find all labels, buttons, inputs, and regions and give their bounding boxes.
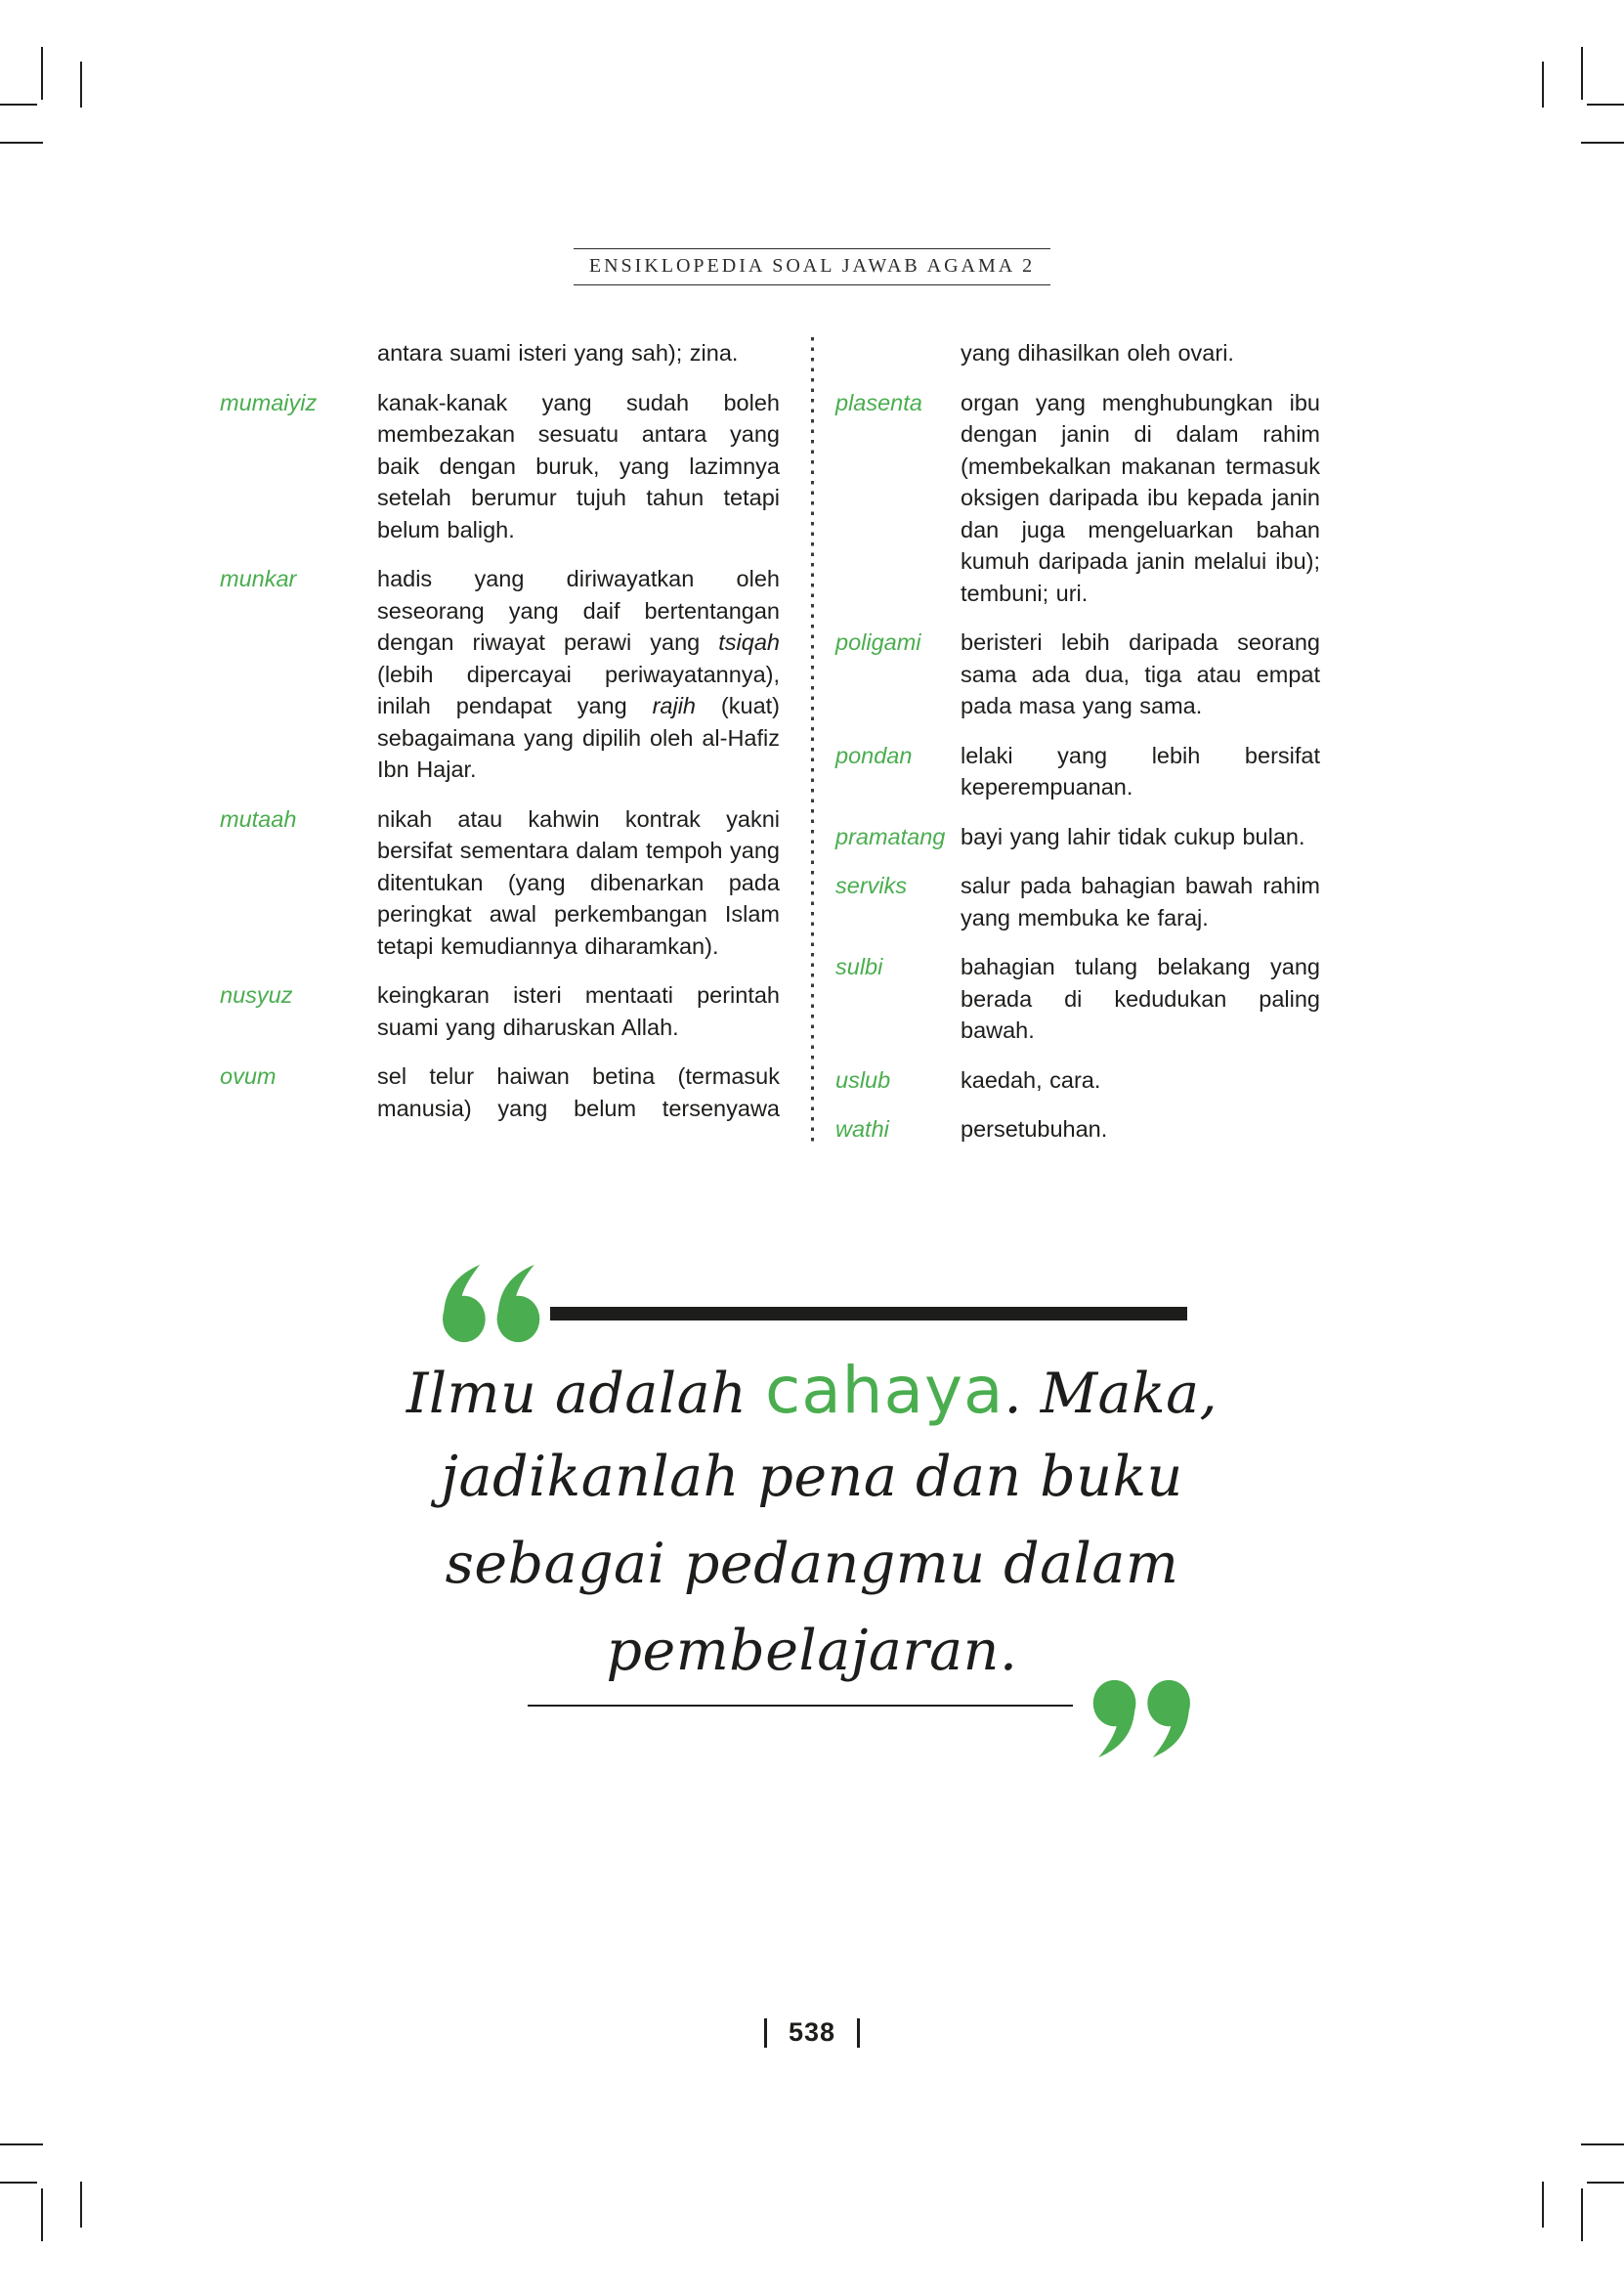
page-header (0, 248, 1624, 285)
glossary-term: sulbi (835, 954, 883, 979)
crop-mark (80, 2182, 82, 2228)
glossary-definition: nikah atau kahwin kontrak yakni bersifat sementara dalam tempoh yang ditentukan (yang dibenarkan pada peringkat awal perkembangan Islam tetapi kemudiannya diharamkan). (377, 805, 780, 959)
glossary-term: wathi (835, 1116, 889, 1142)
glossary-definition: organ yang menghubungkan ibu dengan janin di dalam rahim (membekalkan makanan termasuk oksigen daripada ibu kepada janin dan juga mengeluarkan bahan kumuh daripada janin melalui ibu); tembuni; uri. (961, 389, 1320, 606)
open-quote-icon (443, 1261, 542, 1347)
quote-block (0, 1261, 1624, 1808)
crop-mark (1542, 2182, 1544, 2228)
glossary-entry (835, 1064, 1320, 1097)
glossary-definition: beristeri lebih daripada seorang sama ada dua, tiga atau empat pada masa yang sama. (961, 629, 1320, 718)
glossary-term: ovum (220, 1063, 277, 1089)
crop-mark (1587, 2182, 1624, 2184)
glossary-term: nusyuz (220, 982, 293, 1008)
crop-mark (1581, 2143, 1624, 2145)
crop-mark (0, 104, 37, 106)
crop-mark (0, 2182, 37, 2184)
crop-mark (1581, 142, 1624, 144)
glossary-term: uslub (835, 1066, 891, 1093)
glossary-entry (220, 1060, 780, 1124)
crop-mark (1542, 62, 1544, 108)
glossary-definition: lelaki yang lebih bersifat keperempuanan. (961, 742, 1320, 800)
quote-bottom-line (528, 1705, 1073, 1707)
glossary-term: pondan (835, 742, 913, 768)
glossary-definition: keingkaran isteri mentaati perintah suami yang diharuskan Allah. (377, 982, 780, 1040)
glossary-definition: hadis yang diriwayatkan oleh seseorang yang daif bertentangan dengan riwayat perawi yang tsiqah (lebih dipercayai periwayatannya), inilah pendapat yang rajih (kuat) sebagaimana yang dipilih oleh al-Hafiz Ibn Hajar. (377, 566, 780, 782)
glossary-term: plasenta (835, 389, 922, 415)
glossary-definition: bahagian tulang belakang yang berada di kedudukan paling bawah. (961, 954, 1320, 1043)
glossary-entry (220, 337, 780, 369)
quote-text (0, 1347, 1624, 1695)
crop-mark (80, 62, 82, 108)
glossary-term: munkar (220, 566, 297, 591)
glossary-term (220, 337, 377, 369)
glossary-definition: kanak-kanak yang sudah boleh membezakan sesuatu antara yang baik dengan buruk, yang lazimnya setelah berumur tujuh tahun tetapi belum baligh. (377, 389, 780, 542)
glossary-column-right (835, 337, 1320, 1146)
glossary-entry (220, 563, 780, 786)
crop-mark (0, 142, 43, 144)
folio-bar-right (857, 2018, 860, 2048)
folio-bar-left (764, 2018, 767, 2048)
glossary-term: mutaah (220, 805, 297, 832)
crop-mark (1581, 2188, 1583, 2241)
quote-line: Ilmu adalah cahaya. Maka, (406, 1353, 1218, 1428)
glossary-column-left (220, 337, 780, 1146)
glossary-term: serviks (835, 873, 908, 898)
glossary-definition: salur pada bahagian bawah rahim yang membuka ke faraj. (961, 873, 1320, 931)
crop-mark (1587, 104, 1624, 106)
crop-mark (41, 2188, 43, 2241)
glossary-entry (835, 627, 1320, 722)
glossary-definition: kaedah, cara. (961, 1066, 1101, 1093)
glossary-term: pramatang (835, 823, 946, 849)
glossary-term: mumaiyiz (220, 389, 318, 415)
glossary-term (835, 337, 961, 369)
quote-line: sebagai pedangmu dalam (445, 1532, 1179, 1596)
glossary-definition: persetubuhan. (961, 1116, 1108, 1142)
glossary-definition: sel telur haiwan betina (termasuk manusia) yang belum tersenyawa (377, 1063, 780, 1121)
glossary-entry (835, 337, 1320, 369)
quote-top-bar (550, 1307, 1187, 1320)
close-quote-icon (1090, 1675, 1190, 1761)
quote-line: jadikanlah pena dan buku (441, 1445, 1183, 1509)
glossary-entry (220, 803, 780, 963)
quote-line: pembelajaran. (606, 1619, 1018, 1683)
glossary-entry (835, 387, 1320, 610)
folio (0, 2017, 1624, 2048)
glossary-definition: bayi yang lahir tidak cukup bulan. (961, 823, 1305, 849)
glossary-entry (835, 951, 1320, 1047)
glossary-term: poligami (835, 629, 921, 655)
glossary-definition: antara suami isteri yang sah); zina. (377, 340, 739, 366)
glossary-entry (220, 387, 780, 546)
crop-mark (0, 2143, 43, 2145)
glossary-entry (835, 821, 1320, 853)
glossary-definition: yang dihasilkan oleh ovari. (961, 340, 1234, 366)
page-header-title: ENSIKLOPEDIA SOAL JAWAB AGAMA 2 (574, 248, 1050, 285)
crop-mark (1581, 47, 1583, 100)
glossary-entry (835, 870, 1320, 933)
glossary-entry (220, 979, 780, 1043)
column-divider (811, 337, 814, 1146)
crop-mark (41, 47, 43, 100)
glossary (220, 337, 1320, 1146)
glossary-entry (835, 740, 1320, 803)
page-number: 538 (788, 2017, 836, 2047)
glossary-entry (835, 1113, 1320, 1146)
